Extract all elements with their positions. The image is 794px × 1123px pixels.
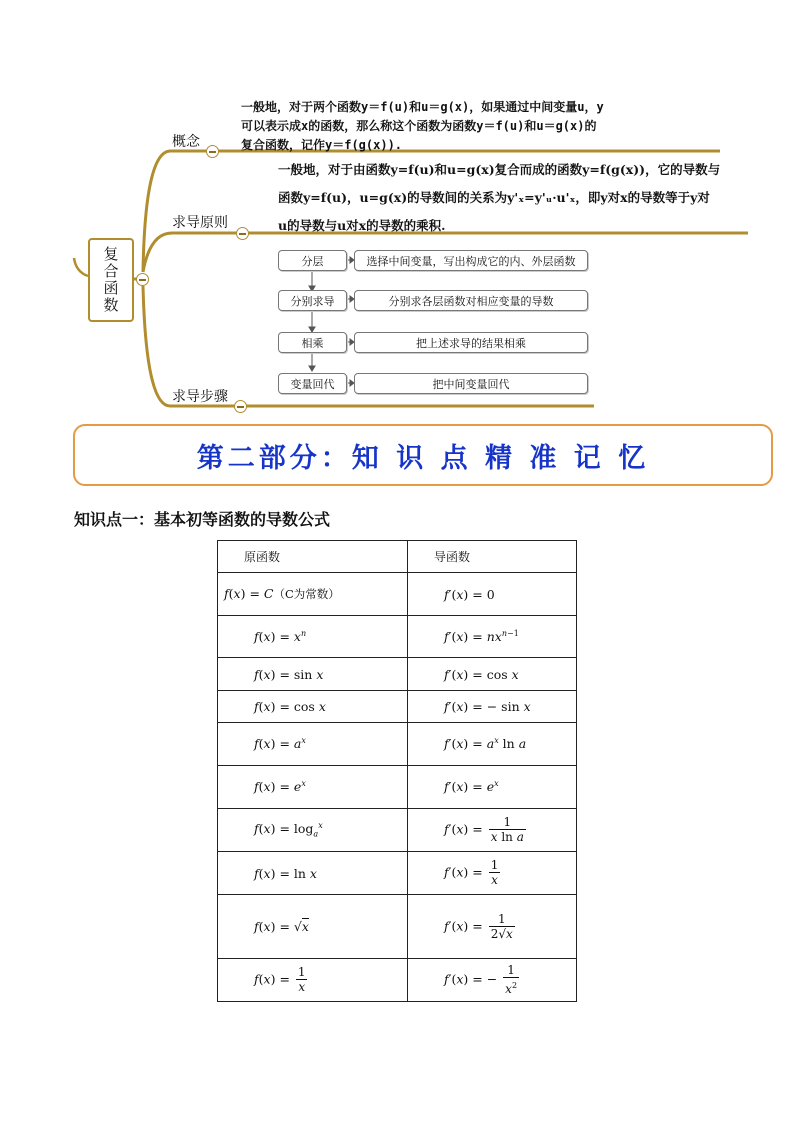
- table-row: [218, 573, 577, 616]
- mind-map: [0, 0, 794, 415]
- section-banner: [73, 424, 773, 486]
- table-row: [218, 809, 577, 852]
- formula-derivative: $f'(x) = e^x$: [408, 766, 577, 809]
- root-node[interactable]: [88, 238, 134, 322]
- table-row: [218, 852, 577, 895]
- header-original-function: 原函数: [218, 541, 408, 573]
- concept-collapse-icon[interactable]: [206, 145, 219, 158]
- branch-label-steps: 求导步骤: [172, 389, 228, 405]
- table-row: [218, 616, 577, 658]
- header-derivative: 导函数: [408, 541, 577, 573]
- step-name-4: 变量回代: [278, 373, 347, 394]
- formula-original: f(x) = cos x: [218, 691, 408, 723]
- table-row: [218, 895, 577, 959]
- formula-derivative: $f'(x) = a^x$ ln a: [408, 723, 577, 766]
- formula-derivative: f′(x) = $\frac{1}{2√x}$: [408, 895, 577, 959]
- formula-derivative: $f'(x) = nx^{n-1}$: [408, 616, 577, 658]
- rule-collapse-icon[interactable]: [236, 227, 249, 240]
- table-row: [218, 766, 577, 809]
- root-collapse-icon[interactable]: [136, 273, 149, 286]
- formula-original: f(x) = C（C为常数）: [218, 573, 408, 616]
- table-row: [218, 959, 577, 1002]
- formula-original: f(x) = √x: [218, 895, 408, 959]
- rule-text: 一般地，对于由函数y=f(u)和u=g(x)复合而成的函数y=f(g(x))，它的导数与 函数y=f(u)，u=g(x)的导数间的关系为y'ₓ=y'ᵤ·u'ₓ，即y对x的导数等于y对 u的导数与u对x的导数的乘积.: [278, 162, 721, 233]
- table-row: [218, 658, 577, 691]
- branch-label-rule: 求导原则: [172, 215, 228, 231]
- step-name-1: 分层: [278, 250, 347, 271]
- banner-title: 第二部分：知 识 点 精 准 记 忆: [196, 442, 650, 474]
- step-desc-4: 把中间变量回代: [354, 373, 588, 394]
- step-desc-2: 分别求各层函数对相应变量的导数: [354, 290, 588, 311]
- formula-derivative: f′(x) = 0: [408, 573, 577, 616]
- formula-original: $f(x) = x^n$: [218, 616, 408, 658]
- table-row: [218, 691, 577, 723]
- step-desc-3: 把上述求导的结果相乘: [354, 332, 588, 353]
- step-desc-1: 选择中间变量，写出构成它的内、外层函数: [354, 250, 588, 271]
- step-name-2: 分别求导: [278, 290, 347, 311]
- formula-derivative: f′(x) = $\frac{1}{\text{x ln a}}$: [408, 809, 577, 852]
- concept-text: 一般地，对于两个函数y＝f(u)和u＝g(x)，如果通过中间变量u，y 可以表示成x的函数，那么称这个函数为函数y＝f(u)和u＝g(x)的 复合函数，记作y＝f(g(x)).: [241, 100, 604, 152]
- formula-original: $f(x) = e^x$: [218, 766, 408, 809]
- formula-original: f(x) = sin x: [218, 658, 408, 691]
- formula-derivative: f′(x) = − $\frac{1}{x^2}$: [408, 959, 577, 1002]
- step-name-3: 相乘: [278, 332, 347, 353]
- constant-note: （C为常数）: [273, 587, 340, 601]
- derivative-formula-table: [217, 540, 577, 1002]
- formula-derivative: f′(x) = − sin x: [408, 691, 577, 723]
- table-header-row: [218, 541, 577, 573]
- steps-collapse-icon[interactable]: [234, 400, 247, 413]
- formula-original: $f(x) = a^x$: [218, 723, 408, 766]
- formula-derivative: f′(x) = $\frac{1}{x}$: [408, 852, 577, 895]
- root-node-label: 复合函数: [101, 246, 120, 314]
- formula-derivative: f′(x) = cos x: [408, 658, 577, 691]
- formula-original: f(x) = ln x: [218, 852, 408, 895]
- formula-original: $f(x) = \log_a^x$: [218, 809, 408, 852]
- formula-original: f(x) = $\frac{1}{x}$: [218, 959, 408, 1002]
- table-row: [218, 723, 577, 766]
- branch-label-concept: 概念: [172, 134, 200, 150]
- knowledge-point-heading: 知识点一：基本初等函数的导数公式: [74, 510, 331, 529]
